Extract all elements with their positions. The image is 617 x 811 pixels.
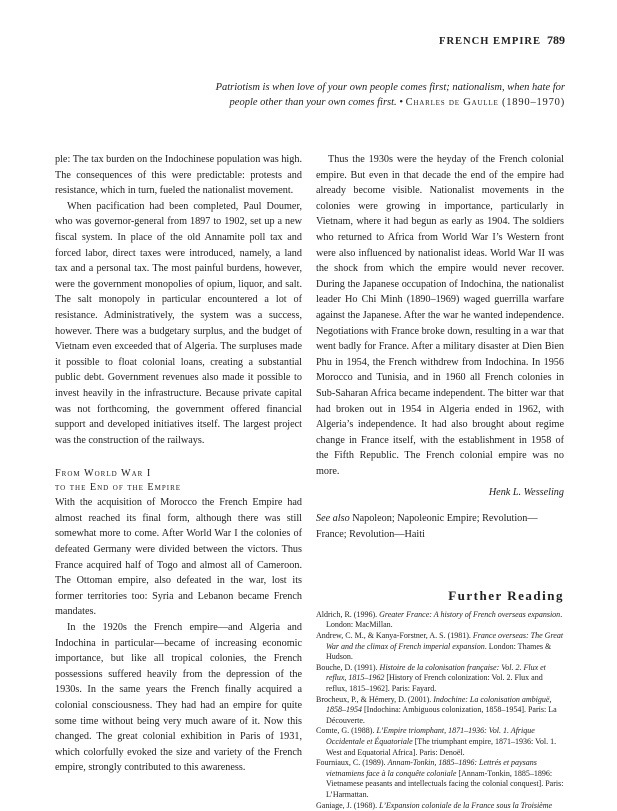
section-heading-line-1: From World War I [55, 468, 152, 480]
epigraph-line-1: Patriotism is when love of your own people comes first; nationalism, when hate for [215, 82, 565, 93]
reference-item [316, 726, 564, 758]
reference-publisher: [Annam-Tonkin, 1885–1896: Vietnamese peasants and intellectuals facing the colonial conquest]. Paris: L’Harmattan. [326, 768, 564, 799]
reference-title: Greater France: A history of French overseas expansion [379, 609, 561, 619]
further-reading-title: Further Reading [448, 588, 564, 604]
reference-author: Brocheux, P., & Hémery, D. (2001). [316, 694, 434, 704]
left-paragraph-2: When pacification had been completed, Paul Doumer, who was governor-general from 1897 to 1902, set up a new fiscal system. In place of the old Annamite poll tax and forced labor, direct taxes were introduced, namely, a land tax and a personal tax. The most painful burdens, however, were the government monopolies of opium, liquor, and salt. The salt monopoly in particular encountered a lot of resistance. Administratively, the system was a success, however. There was a budgetary surplus, and the budget of Vietnam even exceeded that of Algeria. The surpluses made it possible to float colonial loans, creating a substantial public debt. Government revenues also made it possible to invest heavily in the infrastructure. Because private capital was not forthcoming, the government offered financial support and developed initiatives itself. The largest project was the construction of the railways. [55, 200, 302, 446]
author-signature: Henk L. Wesseling [488, 487, 564, 499]
epigraph-bullet: • [399, 97, 403, 108]
reference-item [316, 695, 564, 727]
reference-title: L’Expansion coloniale de la France sous la Troisième [379, 800, 553, 810]
reference-publisher: [Indochina: Ambiguous colonization, 1858–1954]. Paris: La Découverte. [326, 705, 557, 725]
left-paragraph-3: With the acquisition of Morocco the French Empire had almost reached its final form, although there was still somewhat more to come. After World War I the colonies of defeated Germany were divided between the victors. Thus France acquired half of Togo and almost all of Cameroon. The Ottoman empire, also defeated in the war, lost its former territories too: Syria and Lebanon became French mandates. [55, 497, 302, 618]
reference-title: L’Empire triomphant, 1871–1936: Vol. 1. Afrique Occidentale et Équatoriale [326, 726, 535, 746]
page-number: 789 [547, 33, 565, 47]
left-paragraph-1: ple: The tax burden on the Indochinese population was high. The consequences of this were predictable: protests and resistance, which in turn, fueled the nationalist movement. [55, 154, 302, 197]
reference-publisher: . London: MacMillan. [326, 609, 563, 630]
reference-title: France overseas: The Great War and the climax of French imperial expansion [326, 631, 564, 651]
reference-publisher: . London: Thames & Hudson. [326, 641, 552, 662]
reference-author: Ganiage, J. (1968). [316, 800, 380, 810]
left-column [55, 152, 302, 776]
references-list [316, 610, 564, 811]
section-heading [55, 467, 302, 495]
reference-item [316, 610, 564, 631]
reference-publisher: [History of French colonization: Vol. 2. Flux and reflux, 1815–1962]. Paris: Fayard. [326, 673, 543, 693]
see-also-links[interactable]: Napoleon; Napoleonic Empire; Revolution—France; Revolution—Haiti [316, 513, 538, 540]
reference-author: Comte, G. (1988). [316, 726, 377, 736]
see-also [316, 511, 564, 542]
reference-title: Indochine: La colonisation ambiguë, 1858–1954 [326, 694, 552, 715]
reference-item [316, 631, 564, 663]
left-paragraph-4: In the 1920s the French empire—and Algeria and Indochina in particular—became of increasing economic importance, but like all tropical colonies, the French possessions suffered heavily from the depression of the 1930s. In the same years the French finally acquired a colonial consciousness. They had had an empire for quite some time without being very much aware of it. Now this changed. The great colonial exhibition in Paris of 1931, which colorfully evoked the size and variety of the French empire, strongly contributed to this awareness. [55, 622, 302, 774]
section-heading-line-2: to the End of the Empire [55, 482, 182, 494]
epigraph [165, 80, 565, 110]
epigraph-line-2 [165, 95, 565, 110]
epigraph-quote-end: people other than your own comes first. [229, 97, 397, 108]
right-column [316, 152, 564, 811]
running-title: FRENCH EMPIRE [439, 36, 541, 47]
reference-author: Aldrich, R. (1996). [316, 609, 380, 619]
epigraph-attribution: Charles de Gaulle (1890–1970) [405, 97, 565, 108]
see-also-label: See also [316, 513, 350, 525]
reference-title: Annam-Tonkin, 1885–1896: Lettrés et paysans vietnamiens face à la conquête coloniale [326, 758, 537, 778]
reference-author: Bouche, D. (1991). [316, 662, 380, 672]
reference-author: Fourniaux, C. (1989). [316, 758, 388, 768]
reference-item [316, 801, 564, 811]
right-paragraph-1: Thus the 1930s were the heyday of the French colonial empire. But even in that decade the end of the empire had already become visible. Nationalist movements in the colonies were growing in importance, particularly in Vietnam, where it had begun as early as 1904. The soldiers who returned to Africa from World War I’s Western front were also influenced by nationalist ideas. World War II was the shock from which the empire would never recover. During the Japanese occupation of Indochina, the nationalist leader Ho Chi Minh (1890–1969) waged guerrilla warfare against the Japanese. After the war he wanted independence. Negotiations with France broke down, resulting in a war that went badly for France. After a military disaster at Dien Bien Phu in 1954, the French withdrew from Indochina. In 1956 Morocco and Tunisia, and in 1960 all French colonies in Sub-Saharan Africa became independent. The bitter war that had broken out in 1954 in Algeria ended in 1962, with Algeria’s independence. It had also brought about regime change in France itself, with the establishment in 1958 of the Fifth Republic. The French colonial empire was no more. [316, 154, 564, 477]
reference-author: Andrew, C. M., & Kanya-Forstner, A. S. (1981). [316, 631, 473, 641]
reference-publisher: [The triumphant empire, 1871–1936: Vol. 1. West and Equatorial Africa]. Paris: Denoël. [326, 736, 557, 757]
running-head [439, 33, 565, 48]
reference-item [316, 758, 564, 800]
reference-item [316, 663, 564, 695]
reference-title: Histoire de la colonisation française: Vol. 2. Flux et reflux, 1815–1962 [326, 662, 546, 683]
